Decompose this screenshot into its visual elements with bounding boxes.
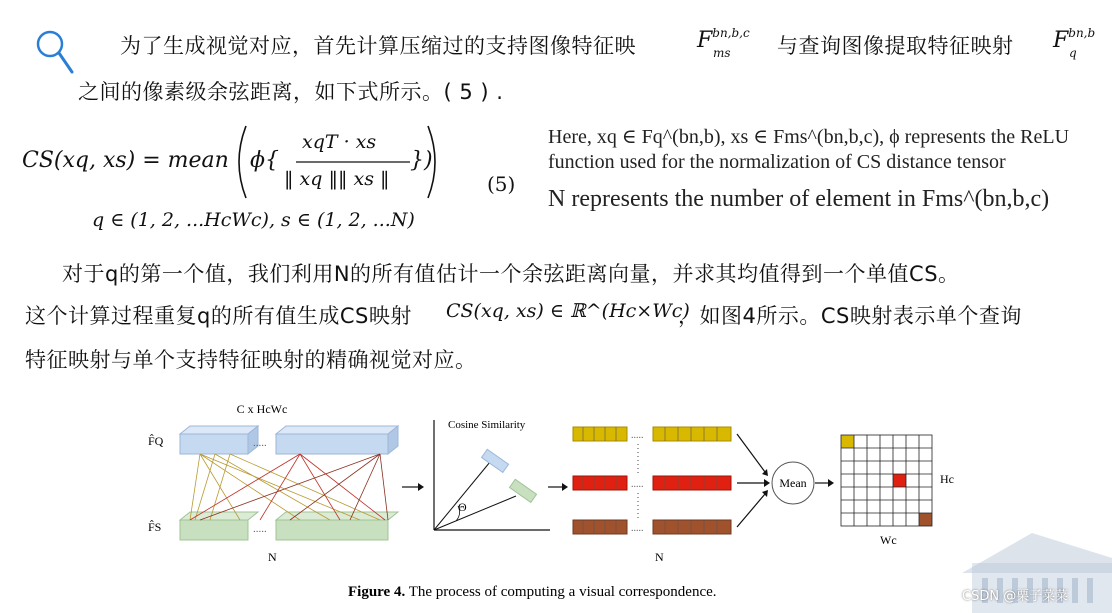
caption-text: The process of computing a visual correspondence. [405, 584, 717, 600]
paragraph2-line2b: ，如图4所示。CS映射表示单个查询 [678, 304, 1022, 328]
fig-fs-label: F̂S [148, 520, 162, 534]
equation-phi: ϕ{ [250, 148, 279, 173]
equation-close: }) [410, 148, 433, 173]
bar-brown [573, 520, 731, 534]
equation-number: (5) [487, 172, 516, 196]
caption-bold: Figure 4. [348, 584, 406, 600]
fig-n-mid: N [655, 550, 664, 564]
svg-text:.....: ..... [631, 430, 644, 441]
paragraph2-line2a: 这个计算过程重复q的所有值生成CS映射 [25, 304, 412, 328]
explanation-line2: function used for the normalization of CS distance tensor [548, 151, 1006, 173]
svg-text:.....: ..... [631, 523, 644, 534]
equation-numerator: xqT · xs [302, 131, 377, 153]
paragraph2-line3: 特征映射与单个支持特征映射的精确视觉对应。 [25, 348, 477, 372]
explanation-line3: N represents the number of element in Fms^(bn,b,c) [548, 186, 1050, 212]
svg-text:.....: ..... [253, 523, 267, 535]
equation-denominator: ‖ xq ‖‖ xs ‖ [284, 168, 390, 190]
paragraph1-line1-text2: 与查询图像提取特征映射 [777, 34, 1014, 58]
svg-text:.....: ..... [631, 479, 644, 490]
fig-we: Wc [880, 533, 897, 547]
figure-diagram [0, 390, 1112, 613]
fig-top-label: C x HcWc [236, 402, 288, 416]
paragraph1-line2: 之间的像素级余弦距离，如下式所示。( 5 ) . [78, 80, 504, 104]
connection-lines [190, 454, 388, 520]
paragraph1-line1-text: 为了生成视觉对应，首先计算压缩过的支持图像特征映 [120, 34, 636, 58]
fs-blocks [180, 512, 398, 540]
bar-red [573, 476, 731, 490]
fq-blocks [180, 426, 398, 454]
math-fms: $F^{bn,b,c}$ ms [697, 26, 750, 60]
math-fq: $F^{bn,b}$ q [1053, 26, 1096, 60]
fig-cos-title: Cosine Similarity [448, 419, 526, 431]
fig-he: Hc [940, 472, 954, 486]
explanation-line1: Here, xq ∈ Fq^(bn,b), xs ∈ Fms^(bn,b,c), ϕ represents the ReLU [548, 126, 1070, 148]
equation-constraint: q ∈ (1, 2, ...HcWc), s ∈ (1, 2, ...N) [92, 209, 415, 231]
svg-text:.....: ..... [253, 437, 267, 449]
fig-n-left: N [268, 550, 277, 564]
fig-mean: Mean [779, 476, 807, 490]
fig-fq-label: F̂Q [148, 434, 164, 448]
cosine-plot [434, 419, 550, 530]
fig-theta: Θ [458, 500, 467, 514]
search-icon [34, 28, 76, 76]
paragraph2-line1: 对于q的第一个值，我们利用N的所有值估计一个余弦距离向量，并求其均值得到一个单值CS。 [62, 262, 960, 286]
watermark-csdn: CSDN @栗子菜菜 [962, 589, 1069, 604]
bar-yellow [573, 427, 731, 441]
paragraph2-math: CS(xq, xs) ∈ ℝ^(Hc×Wc) [446, 300, 690, 322]
cs-map-grid [841, 435, 954, 547]
equation-lhs: CS(xq, xs) = mean [22, 148, 229, 173]
paragraph1-line1 [120, 30, 636, 60]
figure-caption [348, 584, 717, 600]
